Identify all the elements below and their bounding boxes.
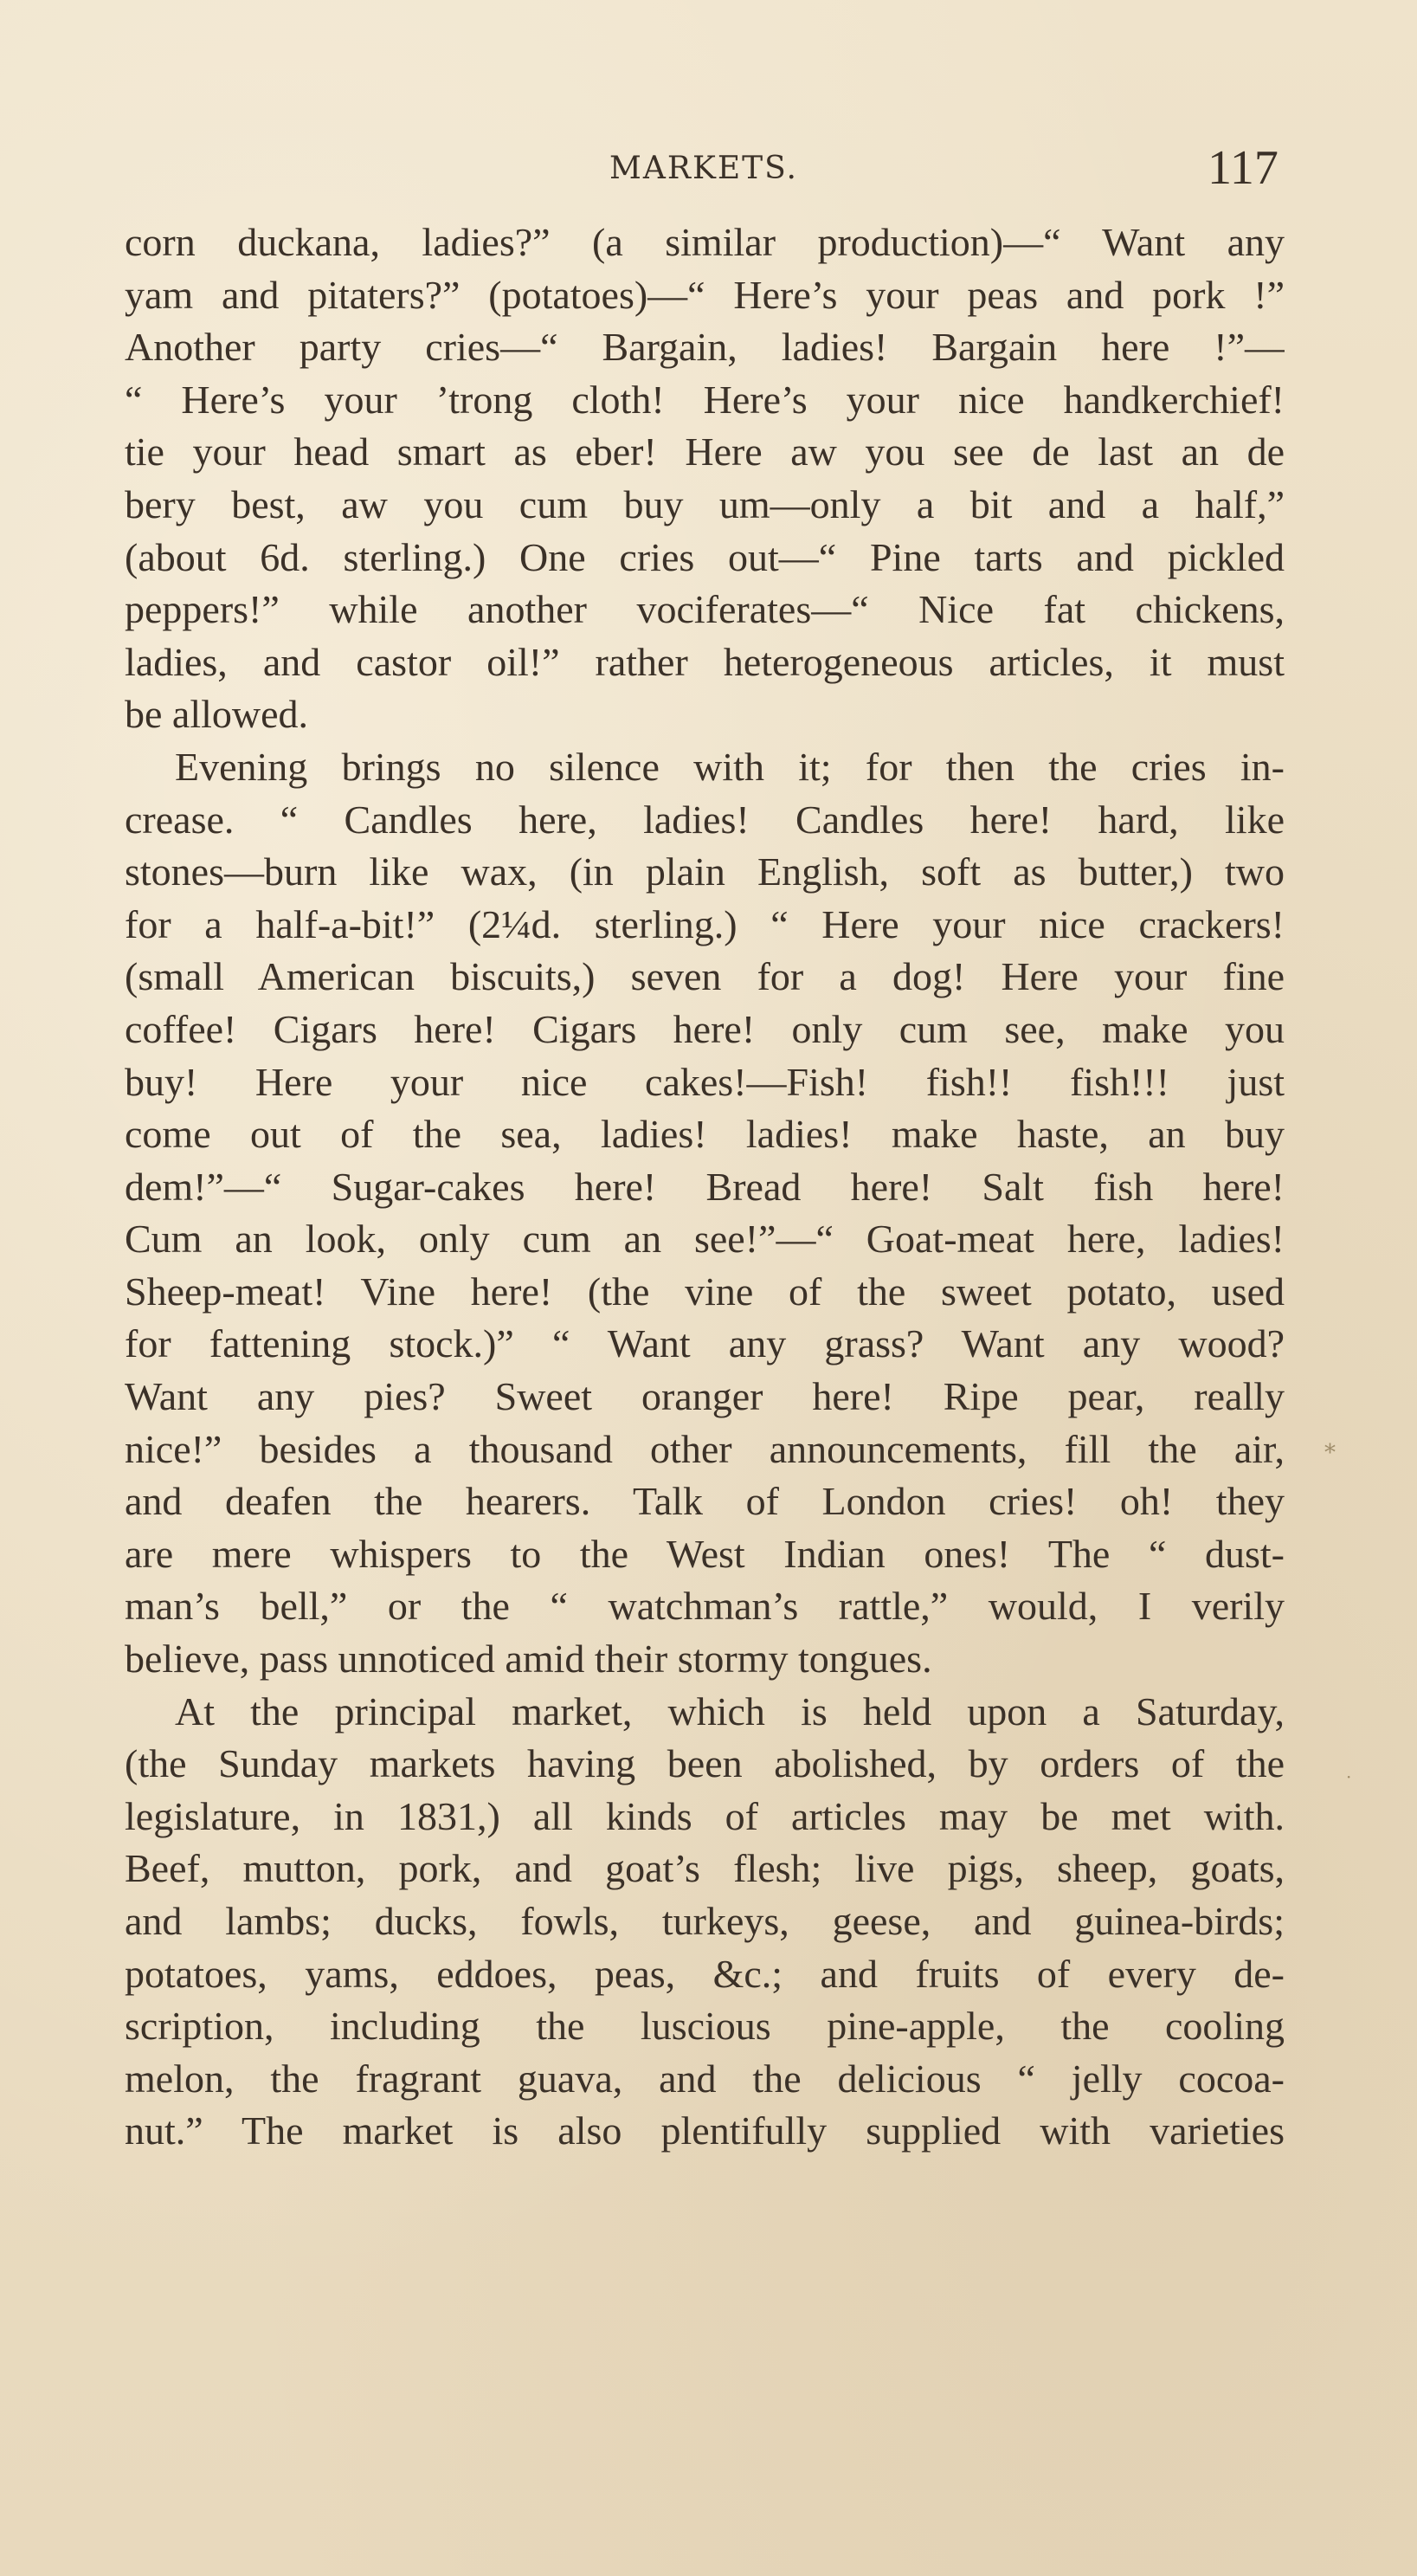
text-line: man’s bell,” or the “ watchman’s rattle,” would, I verily xyxy=(125,1584,1285,1629)
text-line: yam and pitaters?” (potatoes)—“ Here’s your peas and pork !” xyxy=(125,272,1285,317)
text-line: bery best, aw you cum buy um—only a bit and a half,” xyxy=(125,481,1285,526)
text-line: corn duckana, ladies?” (a similar production)—“ Want any xyxy=(125,220,1285,264)
text-line: potatoes, yams, eddoes, peas, &c.; and fruits of every de- xyxy=(125,1951,1285,1996)
text-line: (small American biscuits,) seven for a dog! Here your fine xyxy=(125,954,1285,999)
text-line: legislature, in 1831,) all kinds of articles may be met with. xyxy=(125,1793,1285,1838)
paper-speck: ⁎ xyxy=(1324,1433,1336,1459)
text-line: for fattening stock.)” “ Want any grass? Want any wood? xyxy=(125,1321,1285,1366)
text-line: buy! Here your nice cakes!—Fish! fish!! fish!!! just xyxy=(125,1059,1285,1104)
text-line: (the Sunday markets having been abolished, by orders of the xyxy=(125,1741,1285,1786)
text-line: melon, the fragrant guava, and the delicious “ jelly cocoa- xyxy=(125,2056,1285,2101)
paragraph-start-line: Evening brings no silence with it; for then the cries in- xyxy=(175,744,1285,789)
page-number: 117 xyxy=(1208,141,1279,195)
text-line: peppers!” while another vociferates—“ Nice fat chickens, xyxy=(125,587,1285,632)
text-line: Sheep-meat! Vine here! (the vine of the sweet potato, used xyxy=(125,1269,1285,1314)
text-line: for a half-a-bit!” (2¼d. sterling.) “ Here your nice crackers! xyxy=(125,901,1285,946)
text-line: (about 6d. sterling.) One cries out—“ Pine tarts and pickled xyxy=(125,534,1285,579)
body-text xyxy=(125,216,1285,2158)
text-line: crease. “ Candles here, ladies! Candles here! hard, like xyxy=(125,797,1285,842)
text-line: Want any pies? Sweet oranger here! Ripe pear, really xyxy=(125,1374,1285,1419)
text-line: and deafen the hearers. Talk of London cries! oh! they xyxy=(125,1479,1285,1524)
text-line: tie your head smart as eber! Here aw you see de last an de xyxy=(125,429,1285,475)
text-line: believe, pass unnoticed amid their stormy tongues. xyxy=(125,1637,932,1682)
text-line: dem!”—“ Sugar-cakes here! Bread here! Salt fish here! xyxy=(125,1164,1285,1209)
text-line: Another party cries—“ Bargain, ladies! Bargain here !”— xyxy=(125,325,1285,370)
text-line: Cum an look, only cum an see!”—“ Goat-meat here, ladies! xyxy=(125,1217,1285,1262)
text-line: coffee! Cigars here! Cigars here! only cum see, make you xyxy=(125,1006,1285,1051)
text-line: ladies, and castor oil!” rather heterogeneous articles, it must xyxy=(125,639,1285,684)
text-line: and lambs; ducks, fowls, turkeys, geese, and guinea-birds; xyxy=(125,1899,1285,1943)
text-line: be allowed. xyxy=(125,692,309,737)
text-line: are mere whispers to the West Indian ones! The “ dust- xyxy=(125,1531,1285,1576)
page-header xyxy=(0,140,1417,201)
paper-speck: · xyxy=(1346,1766,1352,1787)
text-line: come out of the sea, ladies! ladies! make haste, an buy xyxy=(125,1112,1285,1157)
text-line: scription, including the luscious pine-apple, the cooling xyxy=(125,2004,1285,2049)
text-line: nice!” besides a thousand other announcements, fill the air, xyxy=(125,1426,1285,1471)
text-line: stones—burn like wax, (in plain English, soft as butter,) two xyxy=(125,849,1285,894)
text-line: “ Here’s your ’trong cloth! Here’s your nice handkerchief! xyxy=(125,377,1285,422)
paragraph-start-line: At the principal market, which is held upon a Saturday, xyxy=(175,1688,1285,1733)
text-line: nut.” The market is also plentifully supplied with varieties xyxy=(125,2108,1285,2153)
running-head: MARKETS. xyxy=(609,151,798,186)
text-line: Beef, mutton, pork, and goat’s flesh; live pigs, sheep, goats, xyxy=(125,1846,1285,1891)
